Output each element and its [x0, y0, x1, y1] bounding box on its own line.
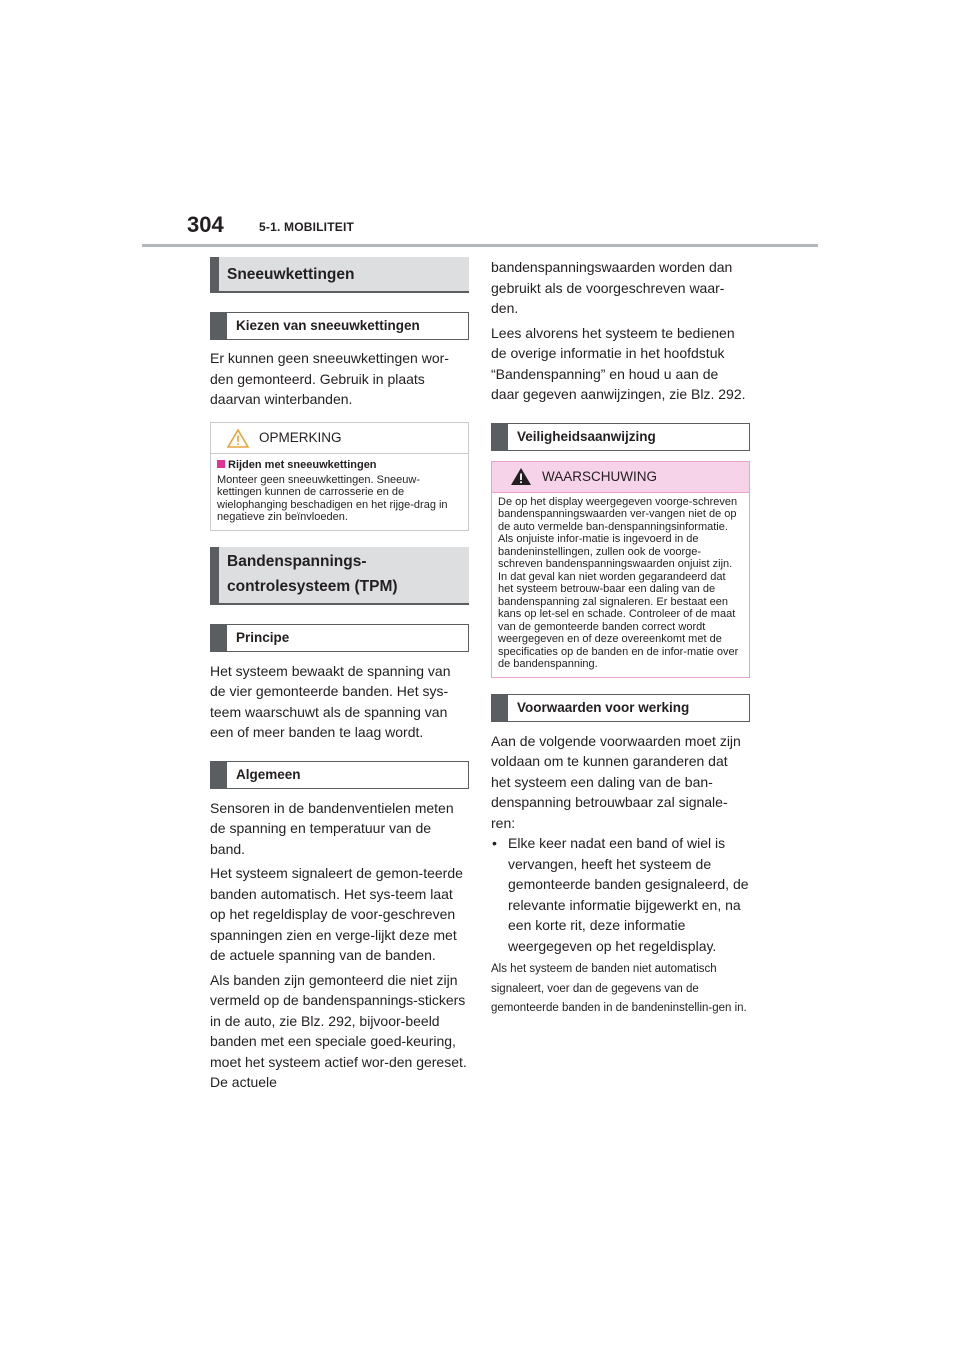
heading-veiligheid-text: Veiligheidsaanwijzing [517, 428, 656, 444]
warning-text: De op het display weergegeven voorge-schreven bandenspanningswaarden ver-vangen niet de op de auto vermelde ban-denspanningsinformatie. Als onjuiste infor-matie is ingevoerd in de bandeninstellingen, zullen ook de voorge-schreven bandenspanningswaarden onjuist zijn. In dat geval kan niet worden gegarandeerd dat het systeem betrouw-baar een daling van de bandenspanning zal signaleren. Er bestaat een kans op let-sel en schade. Controleer of de maat van de gemonteerde banden correct wordt weergegeven en of deze overeenkomt met de specificaties op de banden en de infor-matie over de bandenspanning. [498, 495, 739, 670]
note-subtitle-text: Rijden met sneeuwkettingen [228, 458, 377, 471]
note-subtitle [217, 458, 462, 472]
list-item [491, 833, 750, 956]
heading-principe-text: Principe [236, 629, 290, 645]
heading-sneeuwkettingen-text: Sneeuwkettingen [227, 266, 355, 283]
section-title: 5-1. MOBILITEIT [259, 220, 355, 234]
warning-box [491, 461, 750, 678]
heading-tpm [210, 547, 469, 605]
heading-kiezen-text: Kiezen van sneeuwkettingen [236, 318, 420, 333]
paragraph-continued: bandenspanningswaarden worden dan gebruikt als de voorgeschreven waar-den. [491, 259, 733, 316]
header-divider [142, 244, 818, 247]
note-box [210, 422, 469, 531]
heading-algemeen [210, 761, 469, 789]
paragraph-algemeen-3: Als banden zijn gemonteerd die niet zijn vermeld op de bandenspannings-stickers in de auto, zie Blz. 292, bijvoor-beeld banden met een speciale goed-keuring, moet het systeem actief wor-den gereset. De actuele [210, 971, 467, 1090]
paragraph-algemeen-1: Sensoren in de bandenventielen meten de spanning en temperatuur van de band. [210, 799, 454, 857]
left-column [210, 257, 469, 1093]
paragraph-principe: Het systeem bewaakt de spanning van de vier gemonteerde banden. Het sys-teem waarschuwt als de spanning van een of meer banden te laag wordt. [210, 662, 451, 740]
heading-voorwaarden-text: Voorwaarden voor werking [517, 699, 690, 715]
paragraph-kiezen: Er kunnen geen sneeuwkettingen wor-den gemonteerd. Gebruik in plaats daarvan winterbanden. [210, 350, 449, 407]
right-column [491, 257, 750, 1019]
heading-algemeen-text: Algemeen [236, 766, 301, 782]
heading-veiligheid [491, 423, 750, 451]
square-bullet-icon [217, 460, 225, 468]
list-item-text: Elke keer nadat een band of wiel is vervangen, heeft het systeem de gemonteerde banden gesignaleerd, de relevante informatie bijgewerkt en, na een korte rit, deze informatie weergegeven op het regeldisplay. [508, 835, 749, 954]
warning-body [492, 493, 749, 677]
heading-tpm-line2: controlesysteem (TPM) [227, 577, 398, 595]
page-number: 304 [187, 212, 224, 237]
heading-voorwaarden [491, 694, 750, 722]
warning-triangle-icon [510, 467, 532, 491]
bullet-marker: • [492, 835, 497, 851]
note-body [211, 454, 468, 530]
paragraph-lees: Lees alvorens het systeem te bedienen de overige informatie in het hoofdstuk “Bandenspanning” en houd u aan de daar gegeven aanwijzingen, zie Blz. 292. [491, 324, 746, 402]
paragraph-voorwaarden: Aan de volgende voorwaarden moet zijn voldaan om te kunnen garanderen dat het systeem een daling van de ban-denspanning betrouwbaar zal signale-ren: [491, 732, 741, 831]
note-text: Monteer geen sneeuwkettingen. Sneeuw-kettingen kunnen de carrosserie en de wielophanging beschadigen en het rijge-drag in negatieve zin beïnvloeden. [217, 473, 448, 523]
heading-sneeuwkettingen [210, 257, 469, 293]
warning-title: WAARSCHUWING [542, 468, 657, 484]
caution-triangle-icon [227, 429, 249, 453]
paragraph-small-note: Als het systeem de banden niet automatisch signaleert, voer dan de gegevens van de gemonteerde banden in de bandeninstellin-gen in. [491, 963, 747, 1014]
note-title: OPMERKING [259, 429, 342, 445]
heading-principe [210, 624, 469, 652]
note-header [211, 423, 468, 454]
heading-tpm-line1: Bandenspannings- [227, 552, 367, 570]
heading-kiezen [210, 312, 469, 340]
warning-header [492, 462, 749, 493]
paragraph-algemeen-2: Het systeem signaleert de gemon-teerde banden automatisch. Het sys-teem laat op het regeldisplay de voor-geschreven spanningen zien en verge-lijkt deze met de actuele spanning van de banden. [210, 865, 463, 963]
